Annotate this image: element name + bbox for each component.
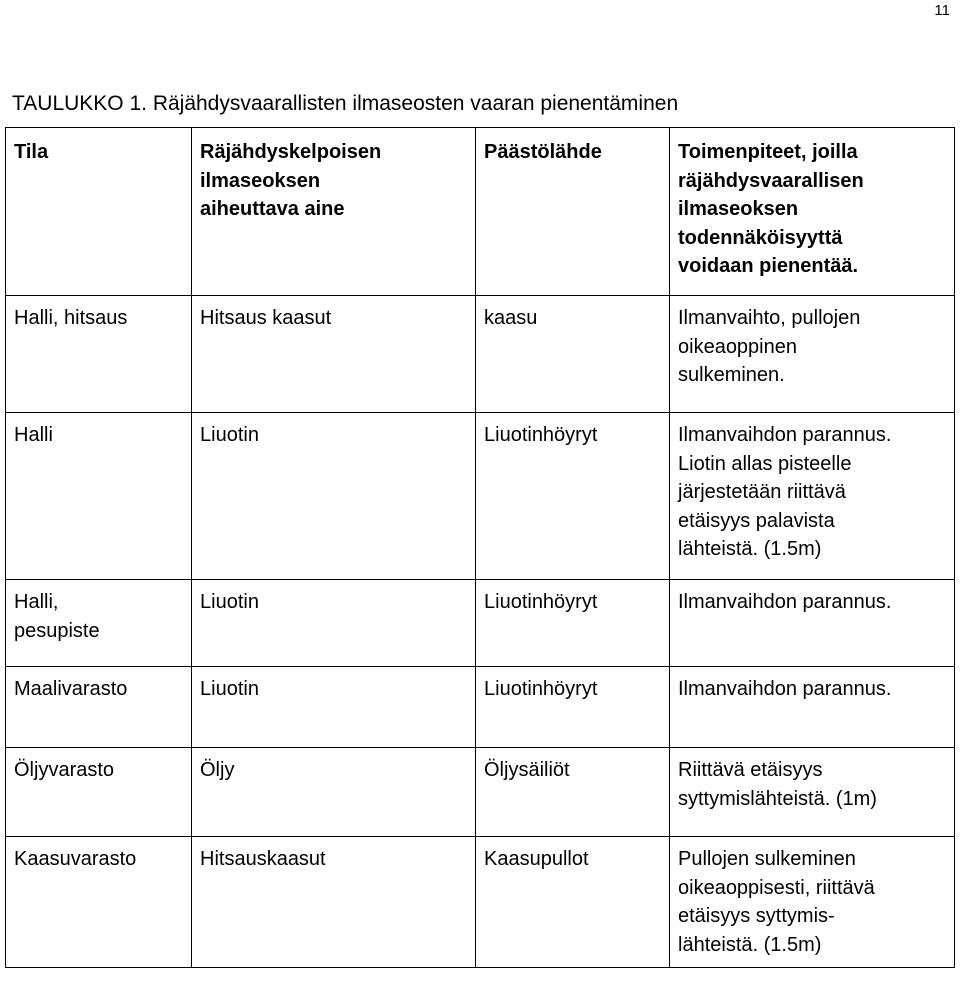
table-row	[6, 580, 955, 667]
header-measures	[670, 128, 955, 296]
cell-measures	[670, 837, 955, 968]
cell-text: Öljysäiliöt	[484, 759, 570, 781]
header-substance	[192, 128, 476, 296]
cell-measures	[670, 296, 955, 413]
cell-text: Liuotin	[200, 424, 259, 446]
cell-text: Öljy	[200, 759, 235, 781]
cell-substance	[192, 667, 476, 748]
cell-text: Liuotinhöyryt	[484, 678, 598, 700]
cell-text: Kaasupullot	[484, 848, 589, 870]
cell-measures	[670, 667, 955, 748]
cell-source	[476, 667, 670, 748]
table-row	[6, 748, 955, 837]
cell-measures	[670, 580, 955, 667]
cell-text: Pullojen sulkeminen oikeaoppisesti, riittävä etäisyys syttymis- lähteistä. (1.5m)	[678, 848, 875, 956]
table-row	[6, 667, 955, 748]
cell-text: Ilmanvaihdon parannus. Liotin allas pisteelle järjestetään riittävä etäisyys palavista lähteistä. (1.5m)	[678, 424, 892, 560]
cell-tila	[6, 413, 192, 580]
cell-text: Liuotin	[200, 678, 259, 700]
header-tila-text: Tila	[14, 141, 49, 163]
cell-measures	[670, 413, 955, 580]
cell-substance	[192, 748, 476, 837]
table-caption: TAULUKKO 1. Räjähdysvaarallisten ilmaseosten vaaran pienentäminen	[12, 92, 679, 115]
cell-substance	[192, 580, 476, 667]
cell-text: Halli, hitsaus	[14, 307, 128, 329]
cell-text: Ilmanvaihdon parannus.	[678, 678, 892, 700]
cell-tila	[6, 580, 192, 667]
cell-tila	[6, 667, 192, 748]
cell-text: kaasu	[484, 307, 538, 329]
header-tila	[6, 128, 192, 296]
hazard-reduction-table	[5, 127, 955, 968]
header-emission-source-text: Päästölähde	[484, 141, 602, 163]
cell-tila	[6, 837, 192, 968]
cell-source	[476, 748, 670, 837]
cell-substance	[192, 413, 476, 580]
page-number: 11	[934, 2, 950, 19]
header-measures-text: Toimenpiteet, joilla räjähdysvaarallisen ilmaseoksen todennäköisyyttä voidaan pienentää.	[678, 141, 864, 277]
cell-substance	[192, 296, 476, 413]
cell-substance	[192, 837, 476, 968]
cell-measures	[670, 748, 955, 837]
cell-text: Liuotin	[200, 591, 259, 613]
cell-text: Maalivarasto	[14, 678, 128, 700]
cell-text: Öljyvarasto	[14, 759, 115, 781]
table-row	[6, 837, 955, 968]
table-header-row	[6, 128, 955, 296]
header-emission-source	[476, 128, 670, 296]
cell-text: Halli	[14, 424, 53, 446]
cell-source	[476, 413, 670, 580]
cell-text: Ilmanvaihto, pullojen oikeaoppinen sulkeminen.	[678, 307, 861, 386]
cell-text: Hitsauskaasut	[200, 848, 326, 870]
cell-source	[476, 296, 670, 413]
cell-text: Ilmanvaihdon parannus.	[678, 591, 892, 613]
cell-text: Kaasuvarasto	[14, 848, 137, 870]
table-row	[6, 296, 955, 413]
cell-text: Liuotinhöyryt	[484, 424, 598, 446]
table-row	[6, 413, 955, 580]
cell-tila	[6, 748, 192, 837]
cell-tila	[6, 296, 192, 413]
cell-text: Hitsaus kaasut	[200, 307, 332, 329]
cell-text: Liuotinhöyryt	[484, 591, 598, 613]
header-substance-text: Räjähdyskelpoisen ilmaseoksen aiheuttava aine	[200, 141, 382, 220]
cell-text: Riittävä etäisyys syttymislähteistä. (1m)	[678, 759, 877, 810]
cell-text: Halli, pesupiste	[14, 591, 100, 642]
cell-source	[476, 580, 670, 667]
cell-source	[476, 837, 670, 968]
